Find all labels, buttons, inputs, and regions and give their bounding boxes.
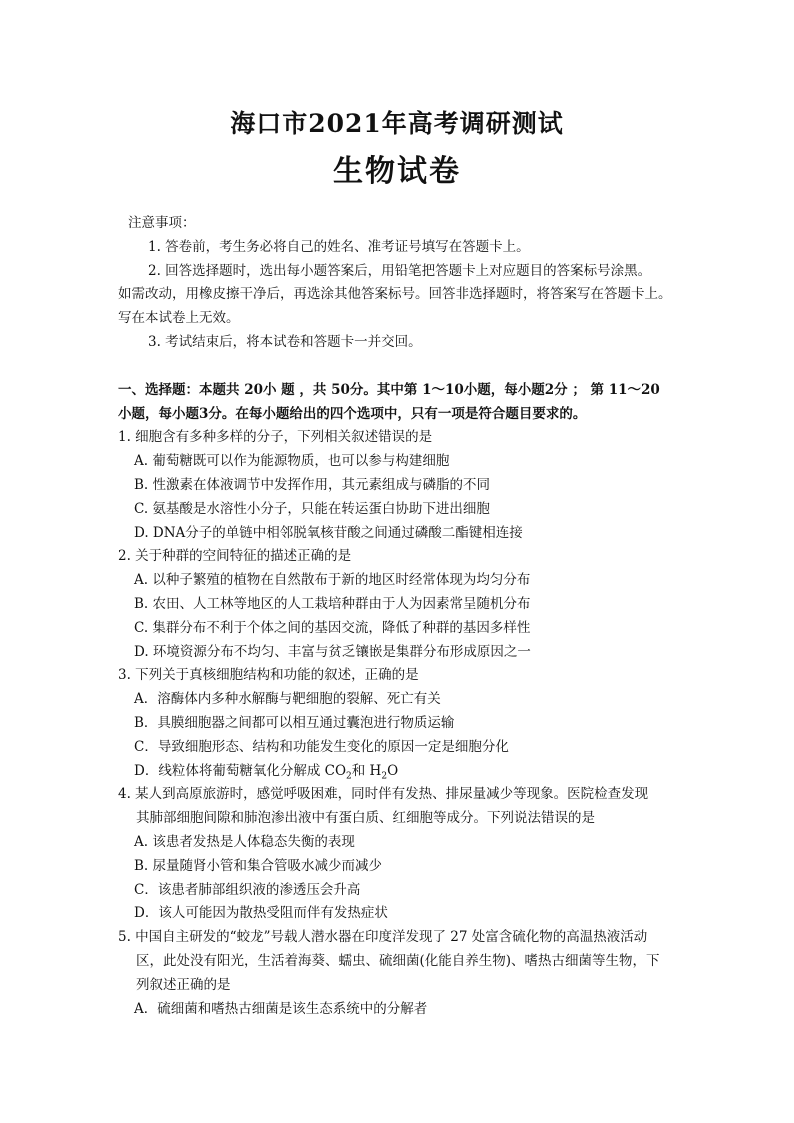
question-stem: 1. 细胞含有多种多样的分子，下列相关叙述错误的是 [118,429,433,446]
option-c: C. 氨基酸是水溶性小分子，只能在转运蛋白协助下进出细胞 [134,500,490,517]
subscript: 2 [381,771,388,782]
section-heading-line: 小题，每小题3分。在每小题给出的四个选项中，只有一项是符合题目要求的。 [118,405,587,422]
notice-section [118,212,698,355]
option-d: D．该人可能因为散热受阻而伴有发热症状 [134,905,388,922]
option-b: B. 农田、人工林等地区的人工栽培种群由于人为因素常呈随机分布 [134,595,531,612]
notice-item-2: 2. 回答选择题时，选出每小题答案后，用铅笔把答题卡上对应题目的答案标号涂黑。 [148,262,652,279]
option-a: A．硫细菌和嗜热古细菌是该生态系统中的分解者 [134,1000,428,1017]
notice-item-2-cont: 如需改动，用橡皮擦干净后，再选涂其他答案标号。回答非选择题时，将答案写在答题卡上。 [118,286,672,303]
option-c: C．导致细胞形态、结构和功能发生变化的原因一定是细胞分化 [134,738,509,755]
option-d-text: D．线粒体将葡萄糖氧化分解成 CO [134,762,347,779]
option-c: C. 集群分布不利于个体之间的基因交流，降低了种群的基因多样性 [134,619,531,636]
exam-subtitle: 生物试卷 [333,154,461,189]
notice-heading: 注意事项： [128,215,196,231]
question-stem-cont: 其肺部细胞间隙和肺泡渗出液中有蛋白质、红细胞等成分。下列说法错误的是 [136,810,595,827]
subscript: 2 [346,771,352,782]
notice-item-3: 3. 考试结束后，将本试卷和答题卡一并交回。 [148,333,422,350]
spacer [118,355,698,379]
option-b: B. 性激素在体液调节中发挥作用，其元素组成与磷脂的不同 [134,476,491,493]
option-d-text: O [387,762,399,779]
option-d-text: 和 H [351,762,382,779]
option-b: B．具膜细胞器之间都可以相互通过囊泡进行物质运输 [134,714,455,731]
question-2 [118,545,698,664]
option-a: A. 葡萄糖既可以作为能源物质，也可以参与构建细胞 [134,453,450,470]
exam-body [118,212,698,1021]
option-d: D. DNA分子的单链中相邻脱氧核苷酸之间通过磷酸二酯键相连接 [134,524,523,541]
option-d [118,760,698,784]
question-stem-cont: 列叙述正确的是 [136,976,231,993]
option-a: A．溶酶体内多种水解酶与靶细胞的裂解、死亡有关 [134,691,441,708]
question-5 [118,926,698,1021]
question-stem: 3. 下列关于真核细胞结构和功能的叙述，正确的是 [118,667,419,684]
exam-title: 海口市2021年高考调研测试 [230,109,564,138]
section-heading-line: 一、选择题：本题共 20小 题 ，共 50分。其中第 1～10小题，每小题2分 ； 第 11～20 [118,381,660,398]
question-1 [118,426,698,545]
notice-item-2-cont: 写在本试卷上无效。 [118,310,240,327]
section-heading [118,379,698,427]
option-c: C．该患者肺部组织液的渗透压会升高 [134,881,361,898]
question-3 [118,664,698,783]
option-a: A. 该患者发热是人体稳态失衡的表现 [134,833,355,850]
option-d: D. 环境资源分布不均匀、丰富与贫乏镶嵌是集群分布形成原因之一 [134,643,531,660]
question-4 [118,783,698,926]
question-stem-cont: 区，此处没有阳光，生活着海葵、蠕虫、硫细菌(化能自养生物)、嗜热古细菌等生物，下 [136,952,660,969]
question-stem: 5. 中国自主研发的“蛟龙”号载人潜水器在印度洋发现了 27 处富含硫化物的高温热液活动 [118,929,648,946]
question-stem: 4. 某人到高原旅游时，感觉呼吸困难，同时伴有发热、排尿量减少等现象。医院检查发现 [118,786,649,803]
question-stem: 2. 关于种群的空间特征的描述正确的是 [118,548,352,565]
option-b: B. 尿量随肾小管和集合管吸水减少而减少 [134,857,383,874]
notice-item-1: 1. 答卷前，考生务必将自己的姓名、准考证号填写在答题卡上。 [148,238,530,255]
option-a: A. 以种子繁殖的植物在自然散布于新的地区时经常体现为均匀分布 [134,572,531,589]
